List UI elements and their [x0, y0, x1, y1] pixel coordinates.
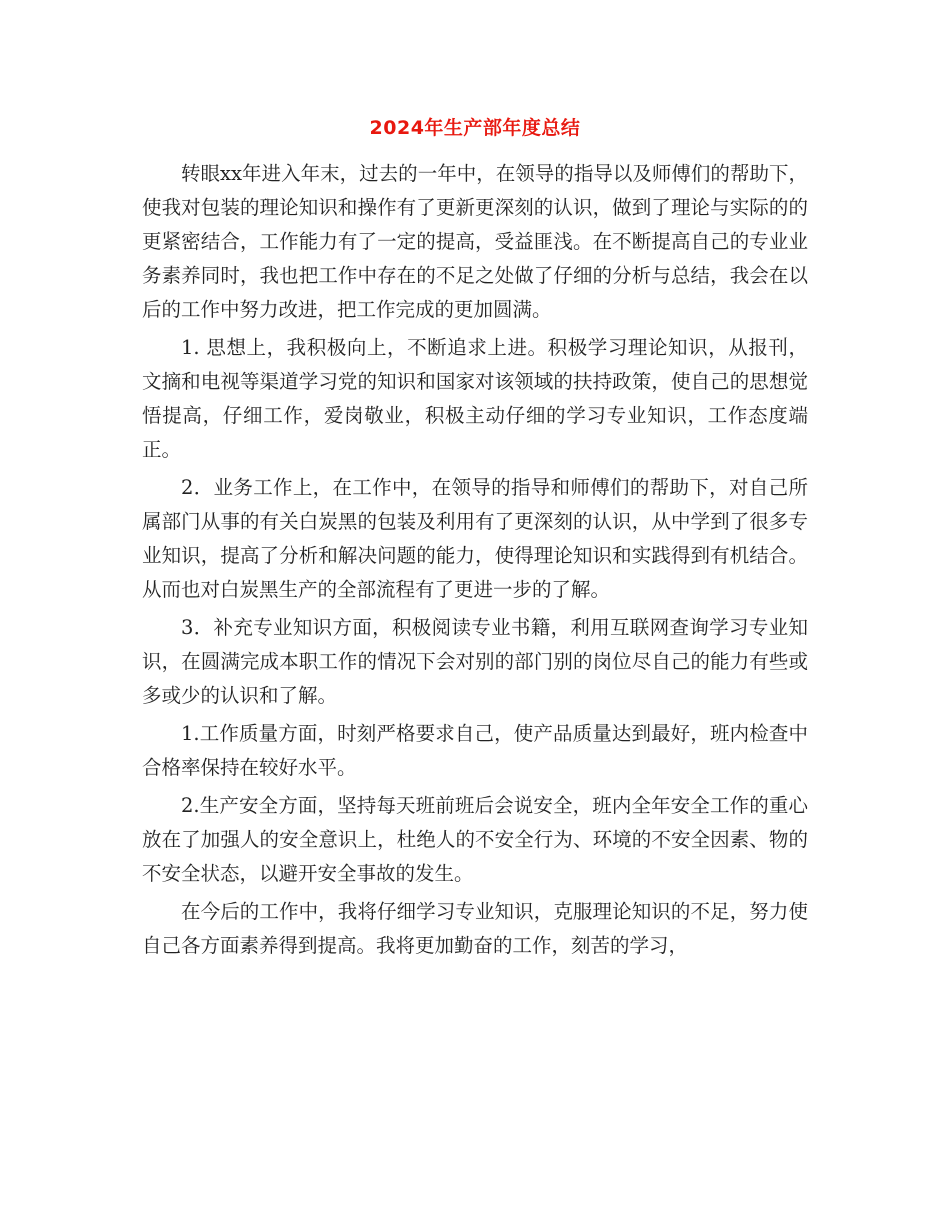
paragraph-knowledge: 3．补充专业知识方面，积极阅读专业书籍，利用互联网查询学习专业知识，在圆满完成本职工作的情况下会对别的部门别的岗位尽自己的能力有些或多或少的认识和了解。 — [142, 616, 808, 707]
paragraph-intro: 转眼xx年进入年末，过去的一年中，在领导的指导以及师傅们的帮助下，使我对包装的理论知识和操作有了更新更深刻的认识，做到了理论与实际的的更紧密结合，工作能力有了一定的提高，受益匪浅。在不断提高自己的专业业务素养同时，我也把工作中存在的不足之处做了仔细的分析与总结，我会在以后的工作中努力改进，把工作完成的更加圆满。 — [142, 162, 808, 321]
paragraph-safety: 2.生产安全方面，坚持每天班前班后会说安全，班内全年安全工作的重心放在了加强人的安全意识上，杜绝人的不安全行为、环境的不安全因素、物的不安全状态，以避开安全事故的发生。 — [142, 794, 808, 885]
paragraph-future: 在今后的工作中，我将仔细学习专业知识，克服理论知识的不足，努力使自己各方面素养得到提高。我将更加勤奋的工作，刻苦的学习， — [142, 900, 808, 957]
paragraph-business: 2．业务工作上，在工作中，在领导的指导和师傅们的帮助下，对自己所属部门从事的有关白炭黑的包装及利用有了更深刻的认识，从中学到了很多专业知识，提高了分析和解决问题的能力，使得理论知识和实践得到有机结合。从而也对白炭黑生产的全部流程有了更进一步的了解。 — [142, 476, 808, 601]
document-body — [142, 157, 808, 967]
document-title: 2024年生产部年度总结 — [369, 117, 581, 139]
paragraph-quality: 1.工作质量方面，时刻严格要求自己，使产品质量达到最好，班内检查中合格率保持在较好水平。 — [142, 722, 808, 779]
paragraph-thought: 1. 思想上，我积极向上，不断追求上进。积极学习理论知识，从报刊，文摘和电视等渠道学习党的知识和国家对该领域的扶持政策，使自己的思想觉悟提高，仔细工作，爱岗敬业，积极主动仔细的学习专业知识，工作态度端正。 — [142, 336, 808, 461]
